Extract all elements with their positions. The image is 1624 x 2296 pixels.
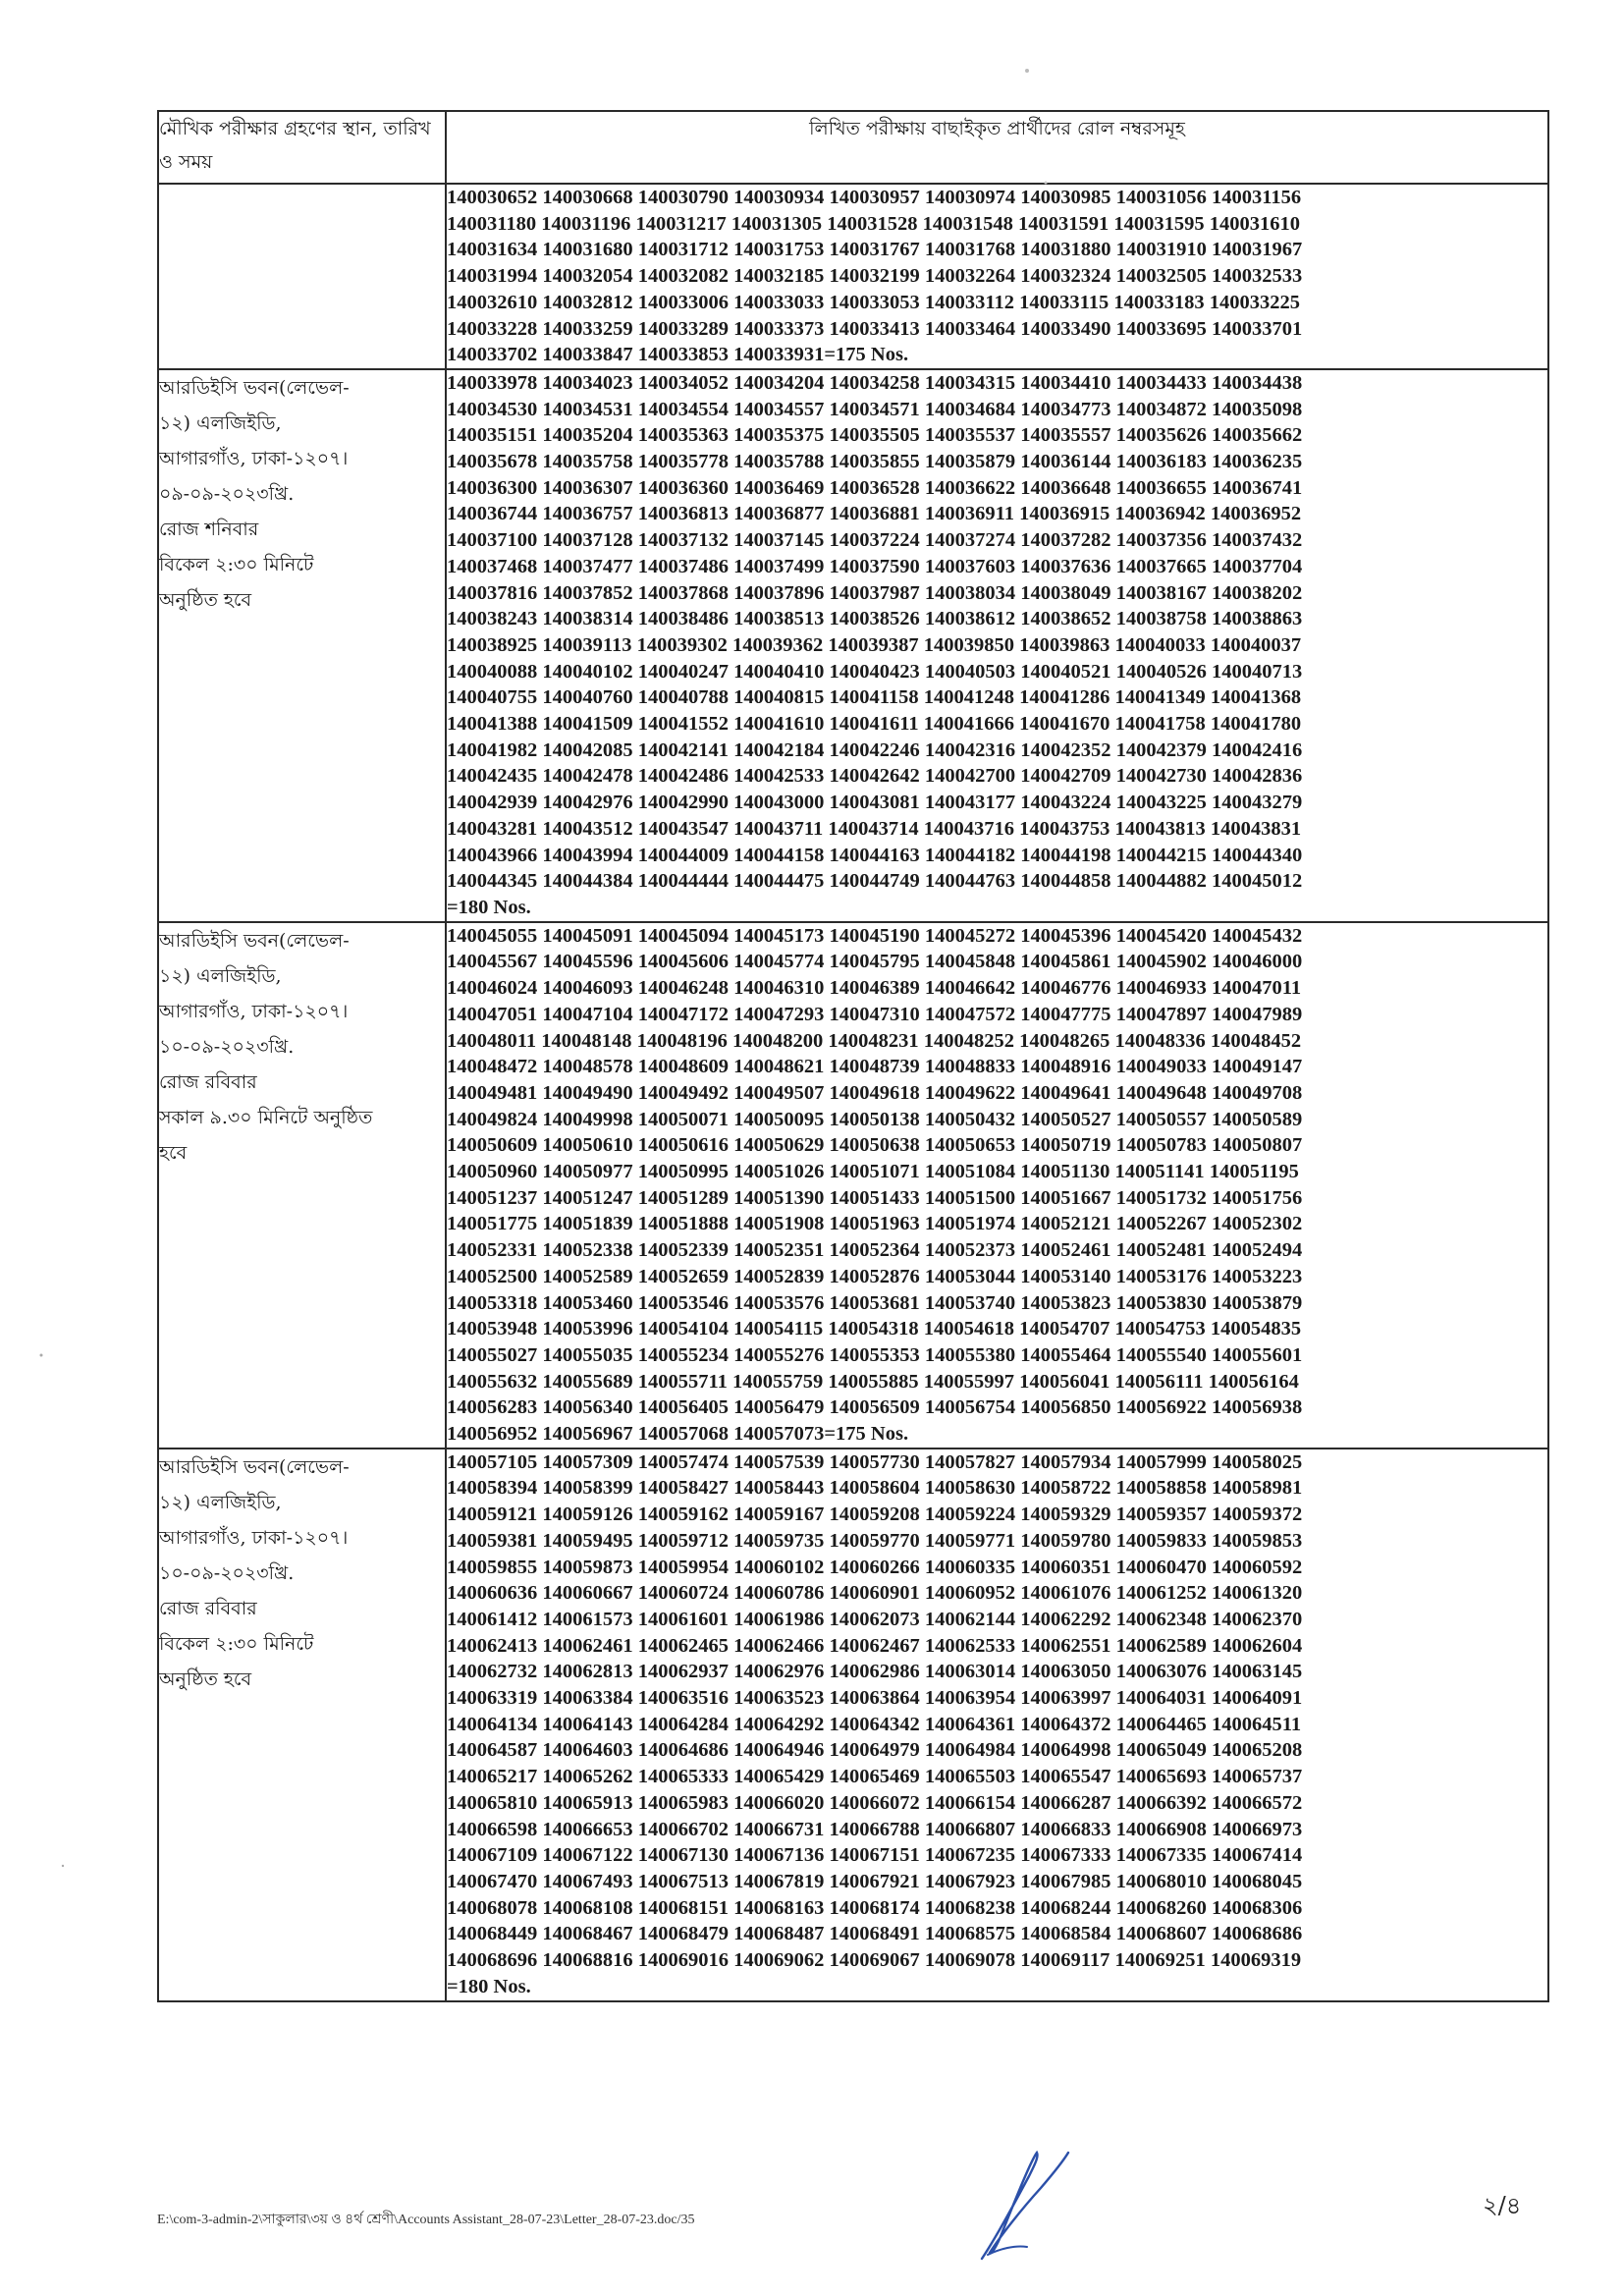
roll-number-line: 140068078 140068108 140068151 140068163 140068174 140068238 140068244 140068260 140068306	[447, 1896, 1303, 1919]
roll-number-line: 140031180 140031196 140031217 140031305 140031528 140031548 140031591 140031595 140031610	[447, 212, 1300, 235]
roll-number-line: 140057105 140057309 140057474 140057539 140057730 140057827 140057934 140057999 140058025	[447, 1450, 1303, 1473]
roll-number-line: 140031994 140032054 140032082 140032185 140032199 140032264 140032324 140032505 140032533	[447, 265, 1303, 288]
roll-number-line: 140068696 140068816 140069016 140069062 140069067 140069078 140069117 140069251 140069319	[447, 1949, 1302, 1972]
venue-line: আরডিইসি ভবন(লেভেল-	[159, 929, 350, 952]
venue-line: রোজ শনিবার	[159, 518, 259, 540]
venue-line: ১০-০৯-২০২৩খ্রি.	[159, 1035, 295, 1058]
roll-number-line: 140050960 140050977 140050995 140051026 140051071 140051084 140051130 140051141 140051195	[447, 1161, 1299, 1183]
roll-number-line: 140055027 140055035 140055234 140055276 140055353 140055380 140055464 140055540 140055601	[447, 1343, 1303, 1366]
roll-number-line: 140031634 140031680 140031712 140031753 140031767 140031768 140031880 140031910 140031967	[447, 239, 1303, 261]
roll-number-line: 140033228 140033259 140033289 140033373 140033413 140033464 140033490 140033695 140033701	[447, 317, 1303, 340]
roll-number-line: 140033702 140033847 140033853 140033931=175 Nos.	[447, 344, 909, 366]
venue-line: ১২) এলজিইডি,	[159, 1491, 282, 1513]
roll-number-line: 140059381 140059495 140059712 140059735 140059770 140059771 140059780 140059833 140059853	[447, 1529, 1303, 1552]
roll-number-line: 140043966 140043994 140044009 140044158 140044163 140044182 140044198 140044215 140044340	[447, 844, 1303, 866]
roll-number-line: 140038925 140039113 140039302 140039362 140039387 140039850 140039863 140040033 140040037	[447, 633, 1302, 656]
roll-number-line: 140056952 140056967 140057068 140057073=175 Nos.	[447, 1423, 909, 1446]
roll-number-line: 140038243 140038314 140038486 140038513 140038526 140038612 140038652 140038758 140038863	[447, 608, 1303, 630]
roll-number-line: 140065217 140065262 140065333 140065429 140065469 140065503 140065547 140065693 140065737	[447, 1766, 1303, 1788]
venue-line: হবে	[159, 1141, 188, 1164]
roll-number-line: 140040088 140040102 140040247 140040410 140040423 140040503 140040521 140040526 140040713	[447, 660, 1303, 683]
roll-number-line: 140062732 140062813 140062937 140062976 140062986 140063014 140063050 140063076 140063145	[447, 1661, 1303, 1683]
venue-line: অনুষ্ঠিত হবে	[159, 1667, 252, 1690]
roll-number-line: 140043281 140043512 140043547 140043711 140043714 140043716 140043753 140043813 140043831	[447, 817, 1302, 840]
venue-line: ১২) এলজিইডি,	[159, 411, 282, 434]
roll-number-line: 140048011 140048148 140048196 140048200 140048231 140048252 140048265 140048336 140048452	[447, 1029, 1302, 1052]
venue-column-header: মৌখিক পরীক্ষার গ্রহণের স্থান, তারিখ ও সময়	[158, 111, 446, 184]
roll-number-line: 140050609 140050610 140050616 140050629 140050638 140050653 140050719 140050783 140050807	[447, 1134, 1303, 1157]
roll-number-line: 140049824 140049998 140050071 140050095 140050138 140050432 140050527 140050557 140050589	[447, 1108, 1303, 1130]
roll-number-line: 140060636 140060667 140060724 140060786 140060901 140060952 140061076 140061252 140061320	[447, 1582, 1303, 1605]
roll-number-line: 140056283 140056340 140056405 140056479 140056509 140056754 140056850 140056922 140056938	[447, 1396, 1303, 1419]
roll-number-line: =180 Nos.	[447, 896, 531, 918]
roll-number-line: 140062413 140062461 140062465 140062466 140062467 140062533 140062551 140062589 140062604	[447, 1634, 1303, 1657]
venue-line: অনুষ্ঠিত হবে	[159, 588, 252, 611]
venue-line: আগারগাঁও, ঢাকা-১২০৭।	[159, 1526, 349, 1549]
venue-line: রোজ রবিবার	[159, 1070, 257, 1093]
roll-number-line: 140034530 140034531 140034554 140034557 140034571 140034684 140034773 140034872 140035098	[447, 398, 1303, 420]
roll-number-line: 140053318 140053460 140053546 140053576 140053681 140053740 140053823 140053830 140053879	[447, 1291, 1303, 1314]
roll-number-line: 140044345 140044384 140044444 140044475 140044749 140044763 140044858 140044882 140045012	[447, 870, 1303, 893]
venue-line: আরডিইসি ভবন(লেভেল-	[159, 376, 350, 399]
venue-line: ০৯-০৯-২০২৩খ্রি.	[159, 482, 295, 505]
venue-line: বিকেল ২:৩০ মিনিটে	[159, 553, 314, 575]
roll-number-line: 140037100 140037128 140037132 140037145 140037224 140037274 140037282 140037356 140037432	[447, 529, 1303, 552]
roll-number-line: =180 Nos.	[447, 1975, 531, 1997]
venue-line: রোজ রবিবার	[159, 1597, 257, 1619]
roll-number-line: 140052500 140052589 140052659 140052839 140052876 140053044 140053140 140053176 140053223	[447, 1265, 1303, 1287]
roll-number-line: 140045567 140045596 140045606 140045774 140045795 140045848 140045861 140045902 140046000	[447, 951, 1303, 973]
roll-number-line: 140046024 140046093 140046248 140046310 140046389 140046642 140046776 140046933 140047011	[447, 977, 1302, 1000]
roll-number-line: 140064134 140064143 140064284 140064292 140064342 140064361 140064372 140064465 140064511	[447, 1713, 1302, 1735]
venue-line: আগারগাঁও, ঢাকা-১২০৭।	[159, 1000, 349, 1022]
roll-number-line: 140051237 140051247 140051289 140051390 140051433 140051500 140051667 140051732 140051756	[447, 1186, 1303, 1209]
roll-number-line: 140045055 140045091 140045094 140045173 140045190 140045272 140045396 140045420 140045432	[447, 924, 1303, 947]
roll-number-line: 140037468 140037477 140037486 140037499 140037590 140037603 140037636 140037665 140037704	[447, 555, 1303, 577]
roll-number-line: 140041982 140042085 140042141 140042184 140042246 140042316 140042352 140042379 140042416	[447, 738, 1303, 761]
roll-number-line: 140067109 140067122 140067130 140067136 140067151 140067235 140067333 140067335 140067414	[447, 1844, 1303, 1867]
roll-number-line: 140059121 140059126 140059162 140059167 140059208 140059224 140059329 140059357 140059372	[447, 1503, 1303, 1526]
roll-number-line: 140036744 140036757 140036813 140036877 140036881 140036911 140036915 140036942 140036952	[447, 503, 1302, 525]
roll-number-line: 140052331 140052338 140052339 140052351 140052364 140052373 140052461 140052481 140052494	[447, 1239, 1303, 1262]
roll-number-line: 140040755 140040760 140040788 140040815 140041158 140041248 140041286 140041349 140041368	[447, 686, 1302, 709]
roll-number-line: 140047051 140047104 140047172 140047293 140047310 140047572 140047775 140047897 140047989	[447, 1003, 1303, 1025]
roll-number-line: 140037816 140037852 140037868 140037896 140037987 140038034 140038049 140038167 140038202	[447, 581, 1303, 604]
roll-number-line: 140049481 140049490 140049492 140049507 140049618 140049622 140049641 140049648 140049708	[447, 1081, 1303, 1104]
venue-line: ১২) এলজিইডি,	[159, 964, 282, 987]
roll-number-line: 140066598 140066653 140066702 140066731 140066788 140066807 140066833 140066908 140066973	[447, 1818, 1303, 1840]
venue-line: বিকেল ২:৩০ মিনিটে	[159, 1632, 314, 1655]
roll-number-line: 140068449 140068467 140068479 140068487 140068491 140068575 140068584 140068607 140068686	[447, 1923, 1303, 1945]
roll-number-line: 140048472 140048578 140048609 140048621 140048739 140048833 140048916 140049033 140049147	[447, 1056, 1303, 1078]
roll-number-line: 140053948 140053996 140054104 140054115 140054318 140054618 140054707 140054753 140054835	[447, 1318, 1302, 1340]
rolls-column-header: লিখিত পরীক্ষায় বাছাইকৃত প্রার্থীদের রোল নম্বরসমূহ	[446, 111, 1548, 184]
venue-line: সকাল ৯.৩০ মিনিটে অনুষ্ঠিত	[159, 1106, 373, 1128]
roll-number-line: 140065810 140065913 140065983 140066020 140066072 140066154 140066287 140066392 140066572	[447, 1791, 1303, 1814]
venue-line: আগারগাঁও, ঢাকা-১২০৭।	[159, 447, 349, 469]
roll-number-line: 140061412 140061573 140061601 140061986 140062073 140062144 140062292 140062348 140062370	[447, 1608, 1303, 1630]
file-path-footer: E:\com-3-admin-2\সাকুলার\৩য় ও ৪র্থ শ্রেণী\Accounts Assistant_28-07-23\Letter_28-07-23.doc/35	[157, 2213, 695, 2227]
roll-number-line: 140036300 140036307 140036360 140036469 140036528 140036622 140036648 140036655 140036741	[447, 476, 1303, 499]
roll-number-line: 140041388 140041509 140041552 140041610 140041611 140041666 140041670 140041758 140041780	[447, 713, 1302, 736]
roll-number-line: 140063319 140063384 140063516 140063523 140063864 140063954 140063997 140064031 140064091	[447, 1687, 1303, 1710]
roll-number-line: 140055632 140055689 140055711 140055759 140055885 140055997 140056041 140056111 140056164	[447, 1370, 1299, 1393]
roll-number-line: 140067470 140067493 140067513 140067819 140067921 140067923 140067985 140068010 140068045	[447, 1871, 1303, 1892]
roll-number-line: 140032610 140032812 140033006 140033033 140033053 140033112 140033115 140033183 140033225	[447, 291, 1300, 313]
roll-number-line: 140030652 140030668 140030790 140030934 140030957 140030974 140030985 140031056 140031156	[447, 187, 1302, 208]
venue-line: আরডিইসি ভবন(লেভেল-	[159, 1455, 350, 1478]
roll-number-line: 140059855 140059873 140059954 140060102 140060266 140060335 140060351 140060470 140060592	[447, 1556, 1303, 1578]
roll-number-line: 140058394 140058399 140058427 140058443 140058604 140058630 140058722 140058858 140058981	[447, 1477, 1303, 1500]
roll-number-line: 140042435 140042478 140042486 140042533 140042642 140042700 140042709 140042730 140042836	[447, 765, 1303, 788]
venue-line: ১০-০৯-২০২৩খ্রি.	[159, 1561, 295, 1584]
roll-number-line: 140033978 140034023 140034052 140034204 140034258 140034315 140034410 140034433 140034438	[447, 371, 1303, 394]
roll-number-line: 140064587 140064603 140064686 140064946 140064979 140064984 140064998 140065049 140065208	[447, 1739, 1303, 1762]
roll-number-line: 140042939 140042976 140042990 140043000 140043081 140043177 140043224 140043225 140043279	[447, 792, 1303, 814]
roll-number-line: 140035678 140035758 140035778 140035788 140035855 140035879 140036144 140036183 140036235	[447, 451, 1303, 473]
page-number: ২/৪	[1483, 2192, 1522, 2219]
roll-number-line: 140035151 140035204 140035363 140035375 140035505 140035537 140035557 140035626 140035662	[447, 424, 1303, 447]
roll-number-line: 140051775 140051839 140051888 140051908 140051963 140051974 140052121 140052267 140052302	[447, 1213, 1303, 1235]
